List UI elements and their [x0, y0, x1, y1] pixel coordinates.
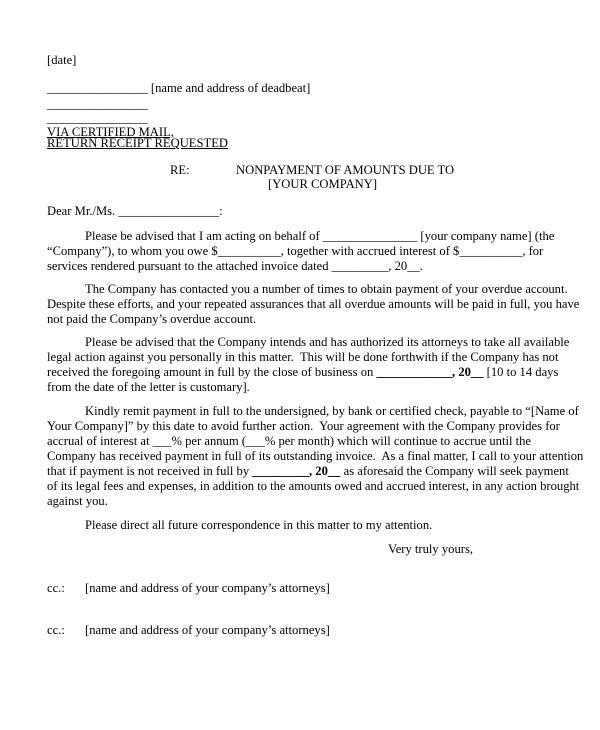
deadline-blank: ____________, 20__: [376, 365, 484, 379]
paragraph-4-line-5-text: that if payment is not received in full by: [47, 464, 253, 478]
paragraph-4-line-5-tail: as aforesaid the Company will seek payment: [340, 464, 569, 478]
cc-label-1: cc.:: [47, 581, 65, 595]
date-line: [date]: [47, 53, 77, 67]
cc-recipient-1: [name and address of your company’s attorneys]: [85, 581, 330, 595]
paragraph-3-line-2: legal action against you personally in this matter. This will be done forthwith if the Company has not: [47, 350, 559, 364]
paragraph-4-line-3: accrual of interest at ___% per annum (___% per month) which will continue to accrue until the: [47, 434, 531, 448]
paragraph-2-line-3: not paid the Company’s overdue account.: [47, 312, 257, 326]
paragraph-4-line-7: against you.: [47, 494, 108, 508]
paragraph-4-line-4: Company has received payment in full of its outstanding invoice. As a final matter, I call to your attention: [47, 449, 584, 463]
paragraph-2-line-1: The Company has contacted you a number of times to obtain payment of your overdue account.: [85, 282, 568, 296]
paragraph-4-line-1: Kindly remit payment in full to the undersigned, by bank or certified check, payable to “[Name of: [85, 404, 579, 418]
re-subject-line-1: NONPAYMENT OF AMOUNTS DUE TO: [236, 163, 455, 177]
closing: Very truly yours,: [388, 542, 473, 556]
via-line-2: RETURN RECEIPT REQUESTED: [47, 136, 228, 150]
address-line-2: ________________: [47, 97, 148, 111]
paragraph-3-line-3: [47, 364, 558, 380]
paragraph-3-line-1: Please be advised that the Company intends and has authorized its attorneys to take all available: [85, 335, 570, 349]
paragraph-1-line-1: Please be advised that I am acting on behalf of _______________ [your company name] (the: [85, 229, 555, 243]
re-label: RE:: [170, 163, 190, 177]
paragraph-3-line-3-tail: [10 to 14 days: [483, 365, 559, 379]
payment-date-blank: _________, 20__: [252, 464, 341, 478]
paragraph-2-line-2: Despite these efforts, and your repeated assurances that all overdue amounts will be paid in full, you have: [47, 297, 580, 311]
paragraph-4-line-5: [47, 463, 569, 479]
cc-recipient-2: [name and address of your company’s attorneys]: [85, 623, 330, 637]
salutation: Dear Mr./Ms. ________________:: [47, 204, 223, 218]
via-line-1: VIA CERTIFIED MAIL,: [47, 125, 174, 139]
re-subject-line-2: [YOUR COMPANY]: [268, 177, 378, 191]
paragraph-1-line-2: “Company”), to whom you owe $__________, together with accrued interest of $__________, for: [47, 244, 544, 258]
paragraph-4-line-6: of its legal fees and expenses, in addition to the amounts owed and accrued interest, in any action brought: [47, 479, 580, 493]
paragraph-3-line-3-text: received the foregoing amount in full by the close of business on: [47, 365, 377, 379]
paragraph-4-line-2: Your Company]” by this date to avoid further action. Your agreement with the Company provides for: [47, 419, 560, 433]
cc-label-2: cc.:: [47, 623, 65, 637]
paragraph-3-line-4: from the date of the letter is customary].: [47, 380, 250, 394]
address-line-1: ________________ [name and address of deadbeat]: [47, 81, 311, 95]
paragraph-1-line-3: services rendered pursuant to the attached invoice dated _________, 20__.: [47, 259, 423, 273]
paragraph-5: Please direct all future correspondence in this matter to my attention.: [85, 518, 433, 532]
address-line-3: ________________: [47, 111, 148, 125]
